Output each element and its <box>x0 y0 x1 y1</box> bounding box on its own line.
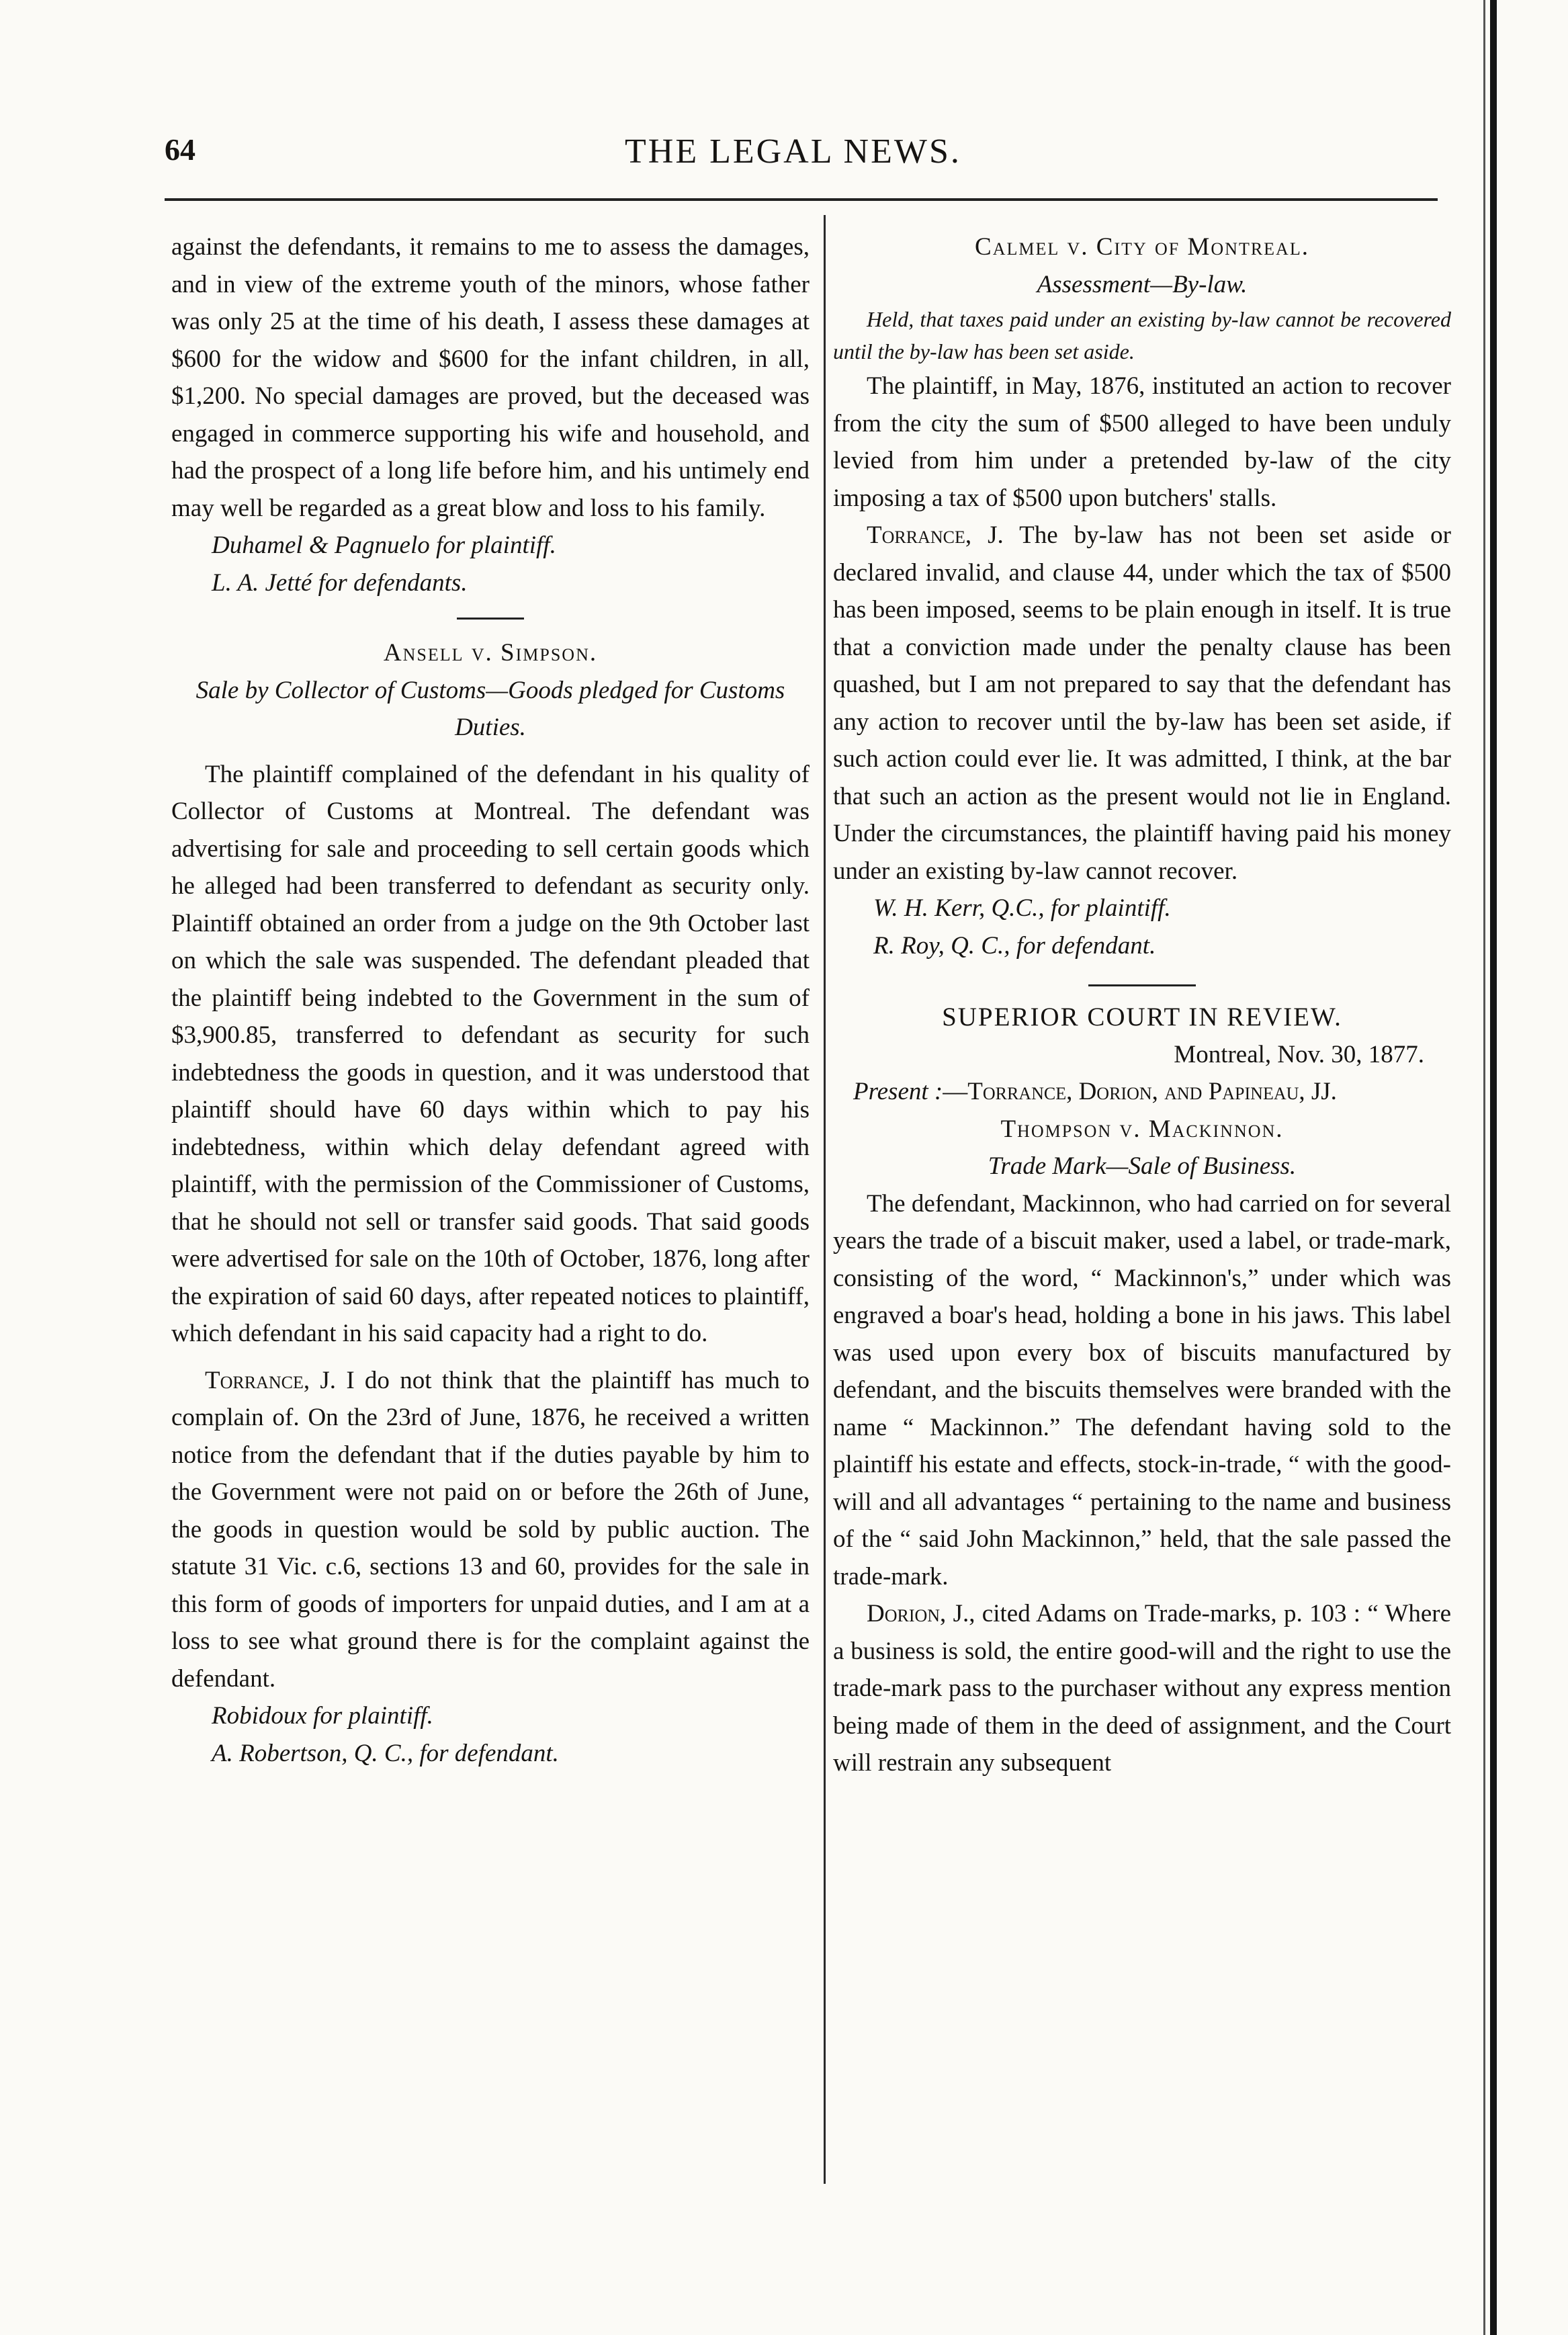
case-title-thompson: Thompson v. Mackinnon. <box>1000 1115 1284 1143</box>
case-facts-calmel: The plaintiff, in May, 1876, instituted an action to recover from the city the sum of $500 alleged to have been unduly levied from him under a pretended by-law of the city imposing a tax of $500 upon butchers' stalls. <box>833 372 1451 512</box>
case-opinion-ansell <box>171 1362 810 1698</box>
case-subject-calmel: Assessment—By-law. <box>1037 270 1248 298</box>
case-facts-ansell: The plaintiff complained of the defendant in his quality of Collector of Customs at Montreal. The defendant was advertising for sale and proceeding to sell certain goods which he alleged had been transferred to defendant as security only. Plaintiff obtained an order from a judge on the 9th October last on which the sale was suspended. The defendant pleaded that the plaintiff being indebted to the Government in the sum of $3,900.85, transferred to defendant as security for such indebtedness the goods in question, and it was understood that plaintiff should have 60 days within which to pay his indebtedness, within which delay defendant agreed with plaintiff, with the permission of the Commissioner of Customs, that he should not sell or transfer said goods. That said goods were advertised for sale on the 10th of October, 1876, long after the expiration of said 60 days, after repeated notices to plaintiff, which defendant in his said capacity had a right to do. <box>171 760 810 1347</box>
counsel-plaintiff: Duhamel & Pagnuelo for plaintiff. <box>212 532 556 559</box>
opinion-judge: Torrance, J. <box>205 1366 337 1394</box>
opinion-text: cited Adams on Trade-marks, p. 103 : “ Where a business is sold, the entire good-will and the right to use the trade-mark pass to the purchaser without any express mention being made of them in the deed of assignment, and the Court will restrain any subsequent <box>833 1600 1451 1777</box>
case-held-calmel: Held, that taxes paid under an existing by-law cannot be recovered until the by-law has been set aside. <box>833 307 1451 364</box>
case-separator-rule <box>457 618 524 620</box>
opening-paragraph: against the defendants, it remains to me to assess the damages, and in view of the extreme youth of the minors, whose father was only 25 at the time of his death, I assess these damages at $600 for the widow and $600 for the infant children, in all, $1,200. No special damages are proved, but the deceased was engaged in commerce supporting his wife and household, and had the prospect of a long life before him, and his untimely end may well be regarded as a great blow and loss to his family. <box>171 233 810 522</box>
counsel-defendant-calmel: R. Roy, Q. C., for defendant. <box>873 931 1156 960</box>
column-divider <box>824 215 826 2184</box>
counsel-plaintiff-calmel: W. H. Kerr, Q.C., for plaintiff. <box>873 894 1171 922</box>
case-opinion-calmel <box>833 517 1451 890</box>
dateline: Montreal, Nov. 30, 1877. <box>1174 1040 1424 1068</box>
section-separator-rule <box>1088 984 1196 986</box>
counsel-plaintiff-ansell: Robidoux for plaintiff. <box>212 1702 433 1730</box>
case-opinion-thompson <box>833 1595 1451 1782</box>
opinion-text: I do not think that the plaintiff has much to complain of. On the 23rd of June, 1876, he received a written notice from the defendant that if the duties payable by him to the Government were not paid on or before the 26th of June, the goods in question would be sold by public auction. The statute 31 Vic. c.6, sections 13 and 60, provides for the sale in this form of goods of importers for unpaid duties, and I am at a loss to see what ground there is for the complaint against the defendant. <box>171 1366 810 1693</box>
case-title-calmel: Calmel v. City of Montreal. <box>975 233 1309 261</box>
opinion-text: The by-law has not been set aside or declared invalid, and clause 44, under which the tax of $500 has been imposed, seems to be plain enough in itself. It is true that a conviction made under the penalty clause has been quashed, but I am not prepared to say that the defendant has any action to recover until the by-law has been set aside, if such action could ever lie. It was admitted, I think, at the bar that such an action as the present would not lie in England. Under the circumstances, the plaintiff having paid his money under an existing by-law cannot recover. <box>833 521 1451 885</box>
counsel-defendants: L. A. Jetté for defendants. <box>212 568 468 597</box>
page-edge-line <box>1483 0 1485 2335</box>
case-subject-ansell: Sale by Collector of Customs—Goods pledged for Customs Duties. <box>195 676 785 741</box>
opinion-judge: Torrance, J. <box>867 521 1004 549</box>
counsel-defendant-ansell: A. Robertson, Q. C., for defendant. <box>212 1739 559 1767</box>
case-title-ansell: Ansell v. Simpson. <box>383 639 598 667</box>
present-judges: Present :—Torrance, Dorion, and Papineau, JJ. <box>853 1078 1337 1105</box>
header-rule <box>165 198 1438 201</box>
page-edge-shadow <box>1490 0 1497 2335</box>
section-heading: SUPERIOR COURT IN REVIEW. <box>942 1003 1342 1031</box>
case-subject-thompson: Trade Mark—Sale of Business. <box>988 1152 1297 1180</box>
page-number: 64 <box>165 132 195 167</box>
left-column <box>171 228 810 1772</box>
running-title: THE LEGAL NEWS. <box>625 132 961 171</box>
case-facts-thompson: The defendant, Mackinnon, who had carried on for several years the trade of a biscuit maker, used a label, or trade-mark, consisting of the word, “ Mackinnon's,” under which was engraved a boar's head, holding a bone in his jaws. This label was used upon every box of biscuits manufactured by defendant, and the biscuits themselves were branded with the name “ Mackinnon.” The defendant having sold to the plaintiff his estate and effects, stock-in-trade, “ with the good-will and all advantages “ pertaining to the name and business of the “ said John Mackinnon,” held, that the sale passed the trade-mark. <box>833 1189 1451 1590</box>
opinion-judge: Dorion, J., <box>867 1600 975 1627</box>
right-column <box>833 228 1451 1782</box>
